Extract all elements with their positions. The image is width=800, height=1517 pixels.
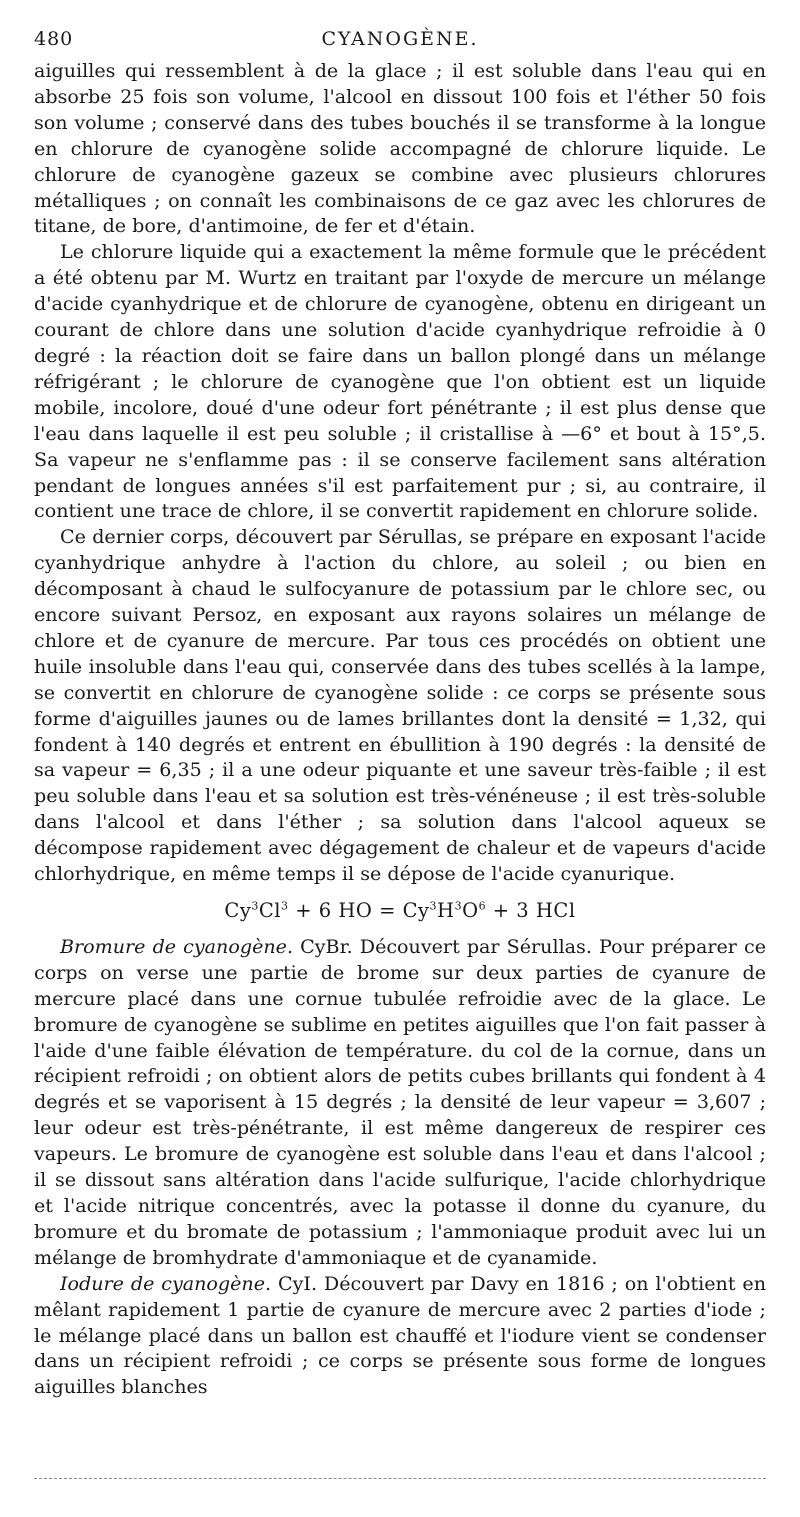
footer-dashed-rule <box>34 1478 766 1479</box>
body-text <box>34 58 766 1400</box>
paragraph-chlorure-liquide: Le chlorure liquide qui a exactement la même formule que le précédent a été obtenu par M. Wurtz en traitant par l'oxyde de mercure un mélange d'acide cyanhydrique et de chlorure de cyanogène, obtenu en dirigeant un courant de chlore dans une solution d'acide cyanhydrique refroidie à 0 degré : la réaction doit se faire dans un ballon plongé dans un mélange réfrigérant ; le chlorure de cyanogène que l'on obtient est un liquide mobile, incolore, doué d'une odeur fort pénétrante ; il est plus dense que l'eau dans laquelle il est peu soluble ; il cristallise à —6° et bout à 15°,5. Sa vapeur ne s'enflamme pas : il se conserve facilement sans altération pendant de longues années s'il est parfaitement pur ; si, au contraire, il contient une trace de chlore, il se convertit rapidement en chlorure solide. <box>34 240 766 523</box>
section-title-iodure: Iodure de cyanogène. <box>60 1271 272 1295</box>
running-head: CYANOGÈNE. <box>321 28 479 50</box>
page-number: 480 <box>34 28 74 50</box>
paragraph-iodure <box>34 1271 766 1401</box>
section-title-bromure: Bromure de cyanogène. <box>60 934 294 958</box>
chemical-equation: Cy$^3$Cl$^3$ + 6 HO = $Cy^3H^3O^6 + 3$ HCl <box>224 899 576 922</box>
page-header <box>34 28 766 58</box>
paragraph-iodure-text: CyI. Découvert par Davy en 1816 ; on l'obtient en mêlant rapidement 1 partie de cyanure de mercure avec 2 parties d'iode ; le mélange placé dans un ballon est chauffé et l'iodure vient se condenser dans un récipient refroidi ; ce corps se présente sous forme de longues aiguilles blanches <box>34 1271 767 1399</box>
paragraph-chlorure-solide: Ce dernier corps, découvert par Sérullas, se prépare en exposant l'acide cyanhydrique anhydre à l'action du chlore, au soleil ; ou bien en décomposant à chaud le sulfocyanure de potassium par le chlore sec, ou encore suivant Persoz, en exposant aux rayons solaires un mélange de chlore et de cyanure de mercure. Par tous ces procédés on obtient une huile insoluble dans l'eau qui, conservée dans des tubes scellés à la lampe, se convertit en chlorure de cyanogène solide : ce corps se présente sous forme d'aiguilles jaunes ou de lames brillantes dont la densité = 1,32, qui fondent à 140 degrés et entrent en ébullition à 190 degrés : la densité de sa vapeur = 6,35 ; il a une odeur piquante et une saveur très-faible ; il est peu soluble dans l'eau et sa solution est très-vénéneuse ; il est très-soluble dans l'alcool et dans l'éther ; sa solution dans l'alcool aqueux se décompose rapidement avec dégagement de chaleur et de vapeurs d'acide chlorhydrique, en même temps il se dépose de l'acide cyanurique. <box>34 525 766 886</box>
page <box>34 28 766 1400</box>
paragraph-bromure-text: CyBr. Découvert par Sérullas. Pour préparer ce corps on verse une partie de brome sur deux parties de cyanure de mercure placé dans une cornue tubulée refroidie avec de la glace. Le bromure de cyanogène se sublime en petites aiguilles que l'on fait passer à l'aide d'une faible élévation de température. du col de la cornue, dans un récipient refroidi ; on obtient alors de petits cubes brillants qui fondent à 4 degrés et se vaporisent à 15 degrés ; la densité de leur vapeur = 3,607 ; leur odeur est très-pénétrante, il est même dangereux de respirer ces vapeurs. Le bromure de cyanogène est soluble dans l'eau et dans l'alcool ; il se dissout sans altération dans l'acide sulfurique, l'acide chlorhydrique et l'acide nitrique concentrés, avec la potasse il donne du cyanure, du bromure et du bromate de potassium ; l'ammoniaque produit avec lui un mélange de bromhydrate d'ammoniaque et de cyanamide. <box>34 934 766 1269</box>
paragraph-continuation: aiguilles qui ressemblent à de la glace ; il est soluble dans l'eau qui en absorbe 25 fois son volume, l'alcool en dissout 100 fois et l'éther 50 fois son volume ; conservé dans des tubes bouchés il se transforme à la longue en chlorure de cyanogène solide accompagné de chlorure liquide. Le chlorure de cyanogène gazeux se combine avec plusieurs chlorures métalliques ; on connaît les combinaisons de ce gaz avec les chlorures de titane, de bore, d'antimoine, de fer et d'étain. <box>34 59 766 238</box>
paragraph-bromure <box>34 934 766 1271</box>
